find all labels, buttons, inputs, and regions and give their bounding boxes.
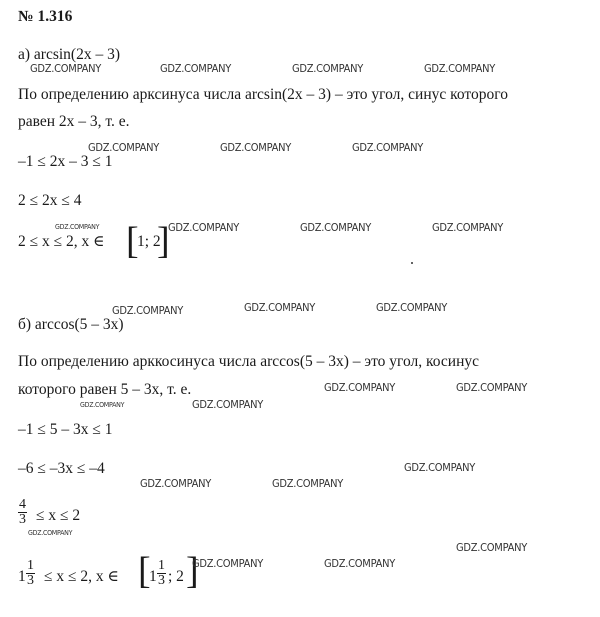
part-b-inequality-3: ≤ x ≤ 2 [36,507,81,524]
part-b-inequality-1: –1 ≤ 5 – 3x ≤ 1 [18,421,113,438]
watermark: GDZ.COMPANY [376,301,448,314]
part-b-inequality-4: ≤ x ≤ 2, x ∈ [44,568,119,585]
watermark: GDZ.COMPANY [456,381,528,394]
watermark: GDZ.COMPANY [192,398,264,411]
watermark: GDZ.COMPANY [292,62,364,75]
part-b-mixed-whole: 1 [18,568,26,585]
watermark: GDZ.COMPANY [244,301,316,314]
part-a-definition-line1: По определению арксинуса числа arcsin(2x – 3) – это угол, синус которого [18,86,508,103]
part-b-inequality-2: –6 ≤ –3x ≤ –4 [18,460,105,477]
part-a-inequality-2: 2 ≤ 2x ≤ 4 [18,192,82,209]
watermark: GDZ.COMPANY [300,221,372,234]
interval-fraction-numerator: 1 [158,558,165,573]
part-b-mixed-fraction [26,559,35,588]
watermark: GDZ.COMPANY [272,477,344,490]
mixed-fraction-denominator: 3 [27,573,34,588]
part-b-close-bracket: ] [186,550,199,592]
part-a-open-bracket: [ [126,220,139,262]
watermark: GDZ.COMPANY [30,62,102,75]
part-b-definition-line1: По определению арккосинуса числа arccos(5 – 3x) – это угол, косинус [18,353,479,370]
mixed-fraction-numerator: 1 [27,558,34,573]
watermark: GDZ.COMPANY [55,223,100,231]
part-b-interval-fraction [157,559,166,588]
stray-dot [411,262,413,264]
part-a-definition-line2: равен 2x – 3, т. е. [18,113,130,130]
part-b-definition-line2: которого равен 5 – 3x, т. е. [18,381,192,398]
watermark: GDZ.COMPANY [192,557,264,570]
fraction-numerator: 4 [19,497,26,512]
part-a-close-bracket: ] [157,220,170,262]
part-a-inequality-1: –1 ≤ 2x – 3 ≤ 1 [18,153,113,170]
part-a-inequality-3: 2 ≤ x ≤ 2, x ∈ [18,233,105,250]
part-b-interval-tail: ; 2 [168,568,184,585]
watermark: GDZ.COMPANY [112,304,184,317]
part-b-fraction-4-3 [18,498,27,527]
watermark: GDZ.COMPANY [432,221,504,234]
watermark: GDZ.COMPANY [80,401,125,409]
watermark: GDZ.COMPANY [324,381,396,394]
watermark: GDZ.COMPANY [220,141,292,154]
watermark: GDZ.COMPANY [140,477,212,490]
watermark: GDZ.COMPANY [424,62,496,75]
watermark: GDZ.COMPANY [352,141,424,154]
watermark: GDZ.COMPANY [456,541,528,554]
watermark: GDZ.COMPANY [324,557,396,570]
watermark: GDZ.COMPANY [88,141,160,154]
problem-number: № 1.316 [18,8,73,25]
watermark: GDZ.COMPANY [404,461,476,474]
part-a-interval: 1; 2 [137,233,161,250]
watermark: GDZ.COMPANY [160,62,232,75]
part-a-title: а) arcsin(2x – 3) [18,46,120,63]
watermark: GDZ.COMPANY [28,529,73,537]
part-b-interval-whole: 1 [149,568,157,585]
part-b-title: б) arccos(5 – 3x) [18,316,124,333]
interval-fraction-denominator: 3 [158,573,165,588]
watermark: GDZ.COMPANY [168,221,240,234]
part-b-open-bracket: [ [138,550,151,592]
fraction-denominator: 3 [19,512,26,527]
